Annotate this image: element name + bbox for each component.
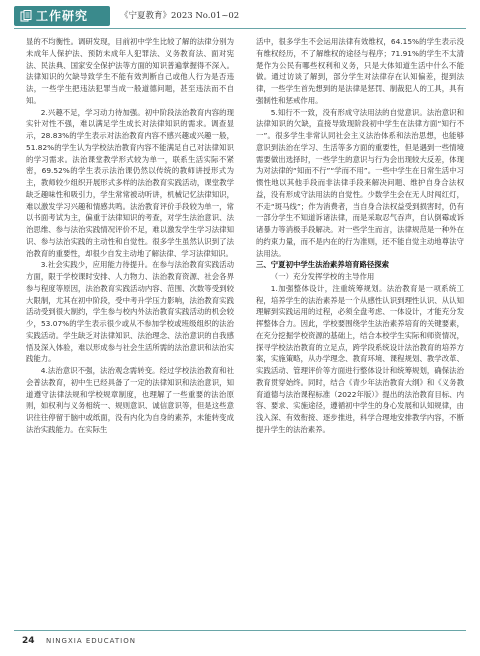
subsection-heading: （一）充分发挥学校的主导作用 <box>270 272 375 281</box>
page-header <box>0 0 480 34</box>
footer-journal-name: NINGXIA EDUCATION <box>46 637 136 645</box>
document-stack-icon <box>20 10 32 22</box>
paragraph: 2.兴趣不足，学习动力待加强。初中阶段法治教育内容的现实针对性不强，难以满足学生成长对法律知识的需求。调查显示，28.83%的学生表示对法治教育内容不感兴趣或兴趣一般，51.82%的学生认为学校法治教育内容不能满足自己对法律知识的学习需求。法治课堂教学形式较为单一，联系生活实际不紧密，69.52%的学生表示法治课仍然以传统的教师讲授形式为主，教师较少组织开展形式多样的法治教育实践活动，课堂教学缺乏趣味性和吸引力，学生常常被动听讲，机械记忆法律知识，难以激发学习兴趣和情感共鸣。法治教育评价手段较为单一，常以书面考试为主，偏重于法律知识的考查，对学生法治意识、法治思维、参与法治实践情况评价不足，难以激发学生学习法律知识、参与法治实践的主动性和自觉性。很多学生虽然认识到了法治教育的重要性，却很少自发主动地了解法律、学习法律知识。 <box>26 107 234 258</box>
left-column <box>26 36 234 624</box>
section-label: 工作研究 <box>36 9 89 23</box>
paragraph: 4.法治意识不强，法治观念需转变。经过学校法治教育和社会普法教育，初中生已经具备了一定的法律知识和法治意识，知道遵守法律法规和学校规章制度，也理解了一些重要的法治原则，如权利与义务相统一、规则意识、诚信意识等，但是这些意识往往停留于脑中或纸面，没有内化为自身的素养，未能转变成法治实践能力。在实际生 <box>26 366 234 434</box>
header-divider <box>14 28 466 29</box>
paragraph: 3.社会实践少，应用能力待提升。在参与法治教育实践活动方面，限于学校课时安排、人力物力、法治教育资源、社会各界参与程度等原因，法治教育实践活动内容、范围、次数等受到较大限制，尤其在初中阶段，受中考升学压力影响，法治教育实践活动受到很大制约，学生参与校内外法治教育实践活动的机会较少，53.07%的学生表示很少或从不参加学校或班级组织的法治实践活动。学生缺乏对法律知识、法治理念、法治意识的自我感悟及深入体验，难以形成参与社会生活所需的法治意识和法治实践能力。 <box>26 260 234 364</box>
page-number: 24 <box>22 636 35 646</box>
section-badge <box>14 6 110 26</box>
footer-divider <box>14 630 466 631</box>
paragraph: 活中，很多学生不会运用法律有效维权，64.15%的学生表示没有维权经历，不了解维权的途径与程序；71.91%的学生不太清楚作为公民有哪些权利和义务，只是大体知道生活中什么不能做。通过访谈了解到，部分学生对法律存在认知偏差，提到法律，一些学生首先想到的是法律是惩罚、制裁犯人的工具，具有强制性和惩戒作用。 <box>256 37 464 105</box>
journal-issue: 《宁夏教育》2023 No.01~02 <box>120 11 240 21</box>
page-footer <box>0 628 480 656</box>
paragraph: 1.加强整体设计，注重统筹规划。法治教育是一项系统工程，培养学生的法治素养是一个从感性认识到理性认识、从认知理解到实践运用的过程，必须全盘考虑、一体设计，才能充分发挥整体合力。因此，学校要围绕学生法治素养培育的关键要素，在充分挖掘学校资源的基础上，结合本校学生实际和师资情况，探寻学校法治教育的立足点，跨学段系统设计法治教育的培养方案，实施策略，从办学理念、教育环境、课程规划、教学改革、实践活动、管理评价等方面进行整体设计和统筹规划，确保法治教育贯穿始终。同时，结合《青少年法治教育大纲》和《义务教育道德与法治课程标准（2022年版）》提出的法治教育目标、内容、要求、实施途径，遵循初中学生的身心发展和认知规律，由浅入深、有效衔接、逐步推进，科学合理地安排教学内容，不断提升学生的法治素养。 <box>256 283 464 434</box>
paragraph: 显的不均衡性。调研发现，目前初中学生比较了解的法律分别为未成年人保护法、预防未成年人犯罪法、义务教育法、面对宪法、民法典、国家安全保护法等方面的知识普遍掌握得不深入。法律知识的欠缺导致学生不能有效判断自己或他人行为是否违法，一些学生把违法犯罪当成一般道德问题，甚至违法而不自知。 <box>26 37 234 105</box>
paragraph: 5.知行不一致，没有形成守法用法的自觉意识。法治意识和法律知识的欠缺，直接导致现阶段初中学生在法律方面“知行不一”。很多学生非常认同社会主义法治体系和法治思想，也能够意识到法治在学习、生活等多方面的重要性，但是遇到一些情境需要做出选择时，一些学生的意识与行为会出现较大反差，体现为对法律的“知而不行”“学而不用”。一些中学生在日常生活中习惯性地以其他手段而非法律手段来解决问题、维护自身合法权益，没有形成守法用法的自觉性。少数学生会在无人时闯红灯，不走“斑马线”；作为消费者，当自身合法权益受到损害时，仍有一部分学生不知道诉诸法律，而是采取忍气吞声，自认倒霉或诉诸暴力等消极手段解决。对一些学生而言，法律规范是一种外在的约束力量，而不是内在的行为准则，还不能自觉主动地尊法守法用法。 <box>256 107 464 258</box>
right-column <box>256 36 464 624</box>
section-heading: 三、宁夏初中学生法治素养培育路径探索 <box>256 260 390 270</box>
